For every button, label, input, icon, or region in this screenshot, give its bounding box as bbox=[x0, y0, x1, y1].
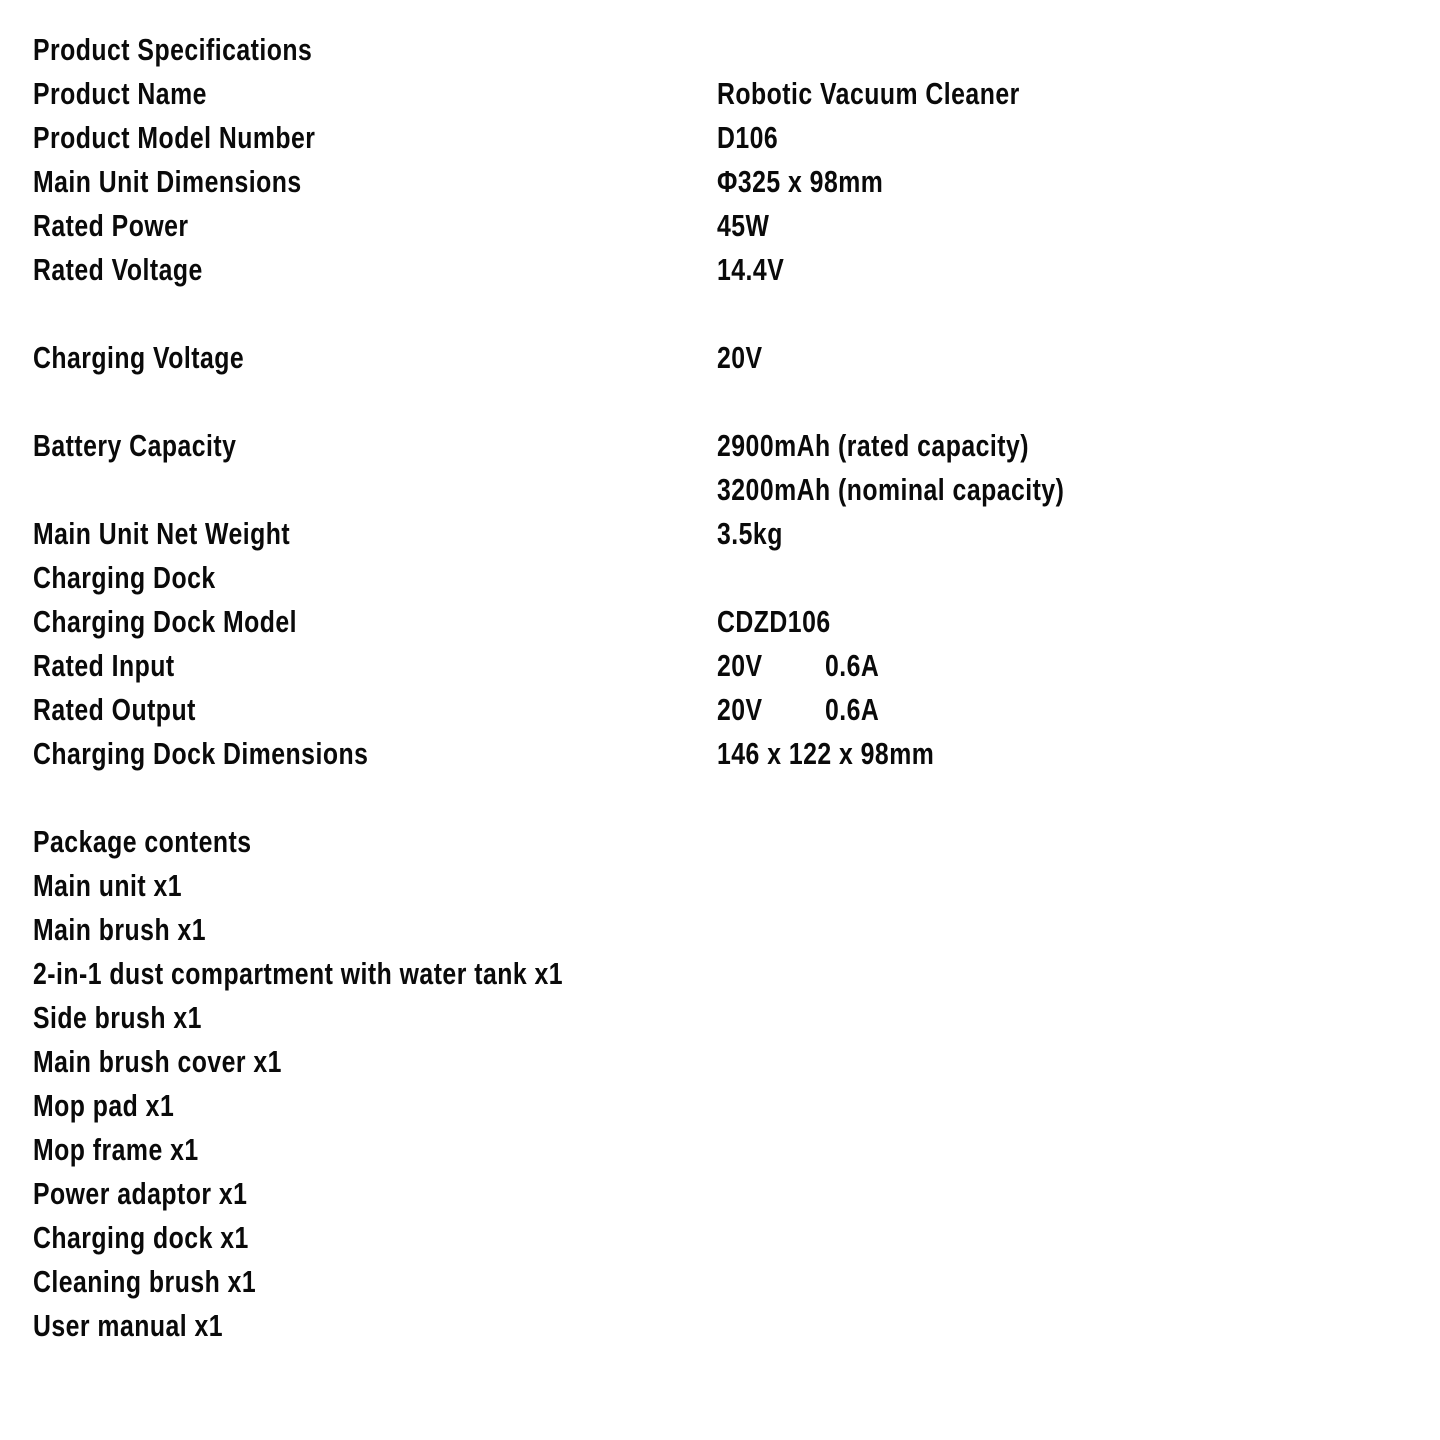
spec-row-rated-power bbox=[33, 204, 1413, 248]
spec-label: Product Name bbox=[33, 76, 207, 111]
package-item-text: Mop pad x1 bbox=[33, 1088, 175, 1123]
package-item-text: Mop frame x1 bbox=[33, 1132, 199, 1167]
package-item-text: Charging dock x1 bbox=[33, 1220, 249, 1255]
spec-value-current: 0.6A bbox=[825, 648, 880, 683]
dock-section-title-row bbox=[33, 556, 1413, 600]
document-title-row bbox=[33, 28, 1413, 72]
spec-value: 3200mAh (nominal capacity) bbox=[717, 472, 1065, 507]
package-item bbox=[33, 1260, 1413, 1304]
spec-label: Charging Voltage bbox=[33, 340, 245, 375]
spec-label: Battery Capacity bbox=[33, 428, 237, 463]
package-item bbox=[33, 952, 1413, 996]
spec-label: Rated Input bbox=[33, 648, 175, 683]
spec-value: 20V bbox=[717, 340, 763, 375]
package-item bbox=[33, 1084, 1413, 1128]
spec-value-current: 0.6A bbox=[825, 692, 880, 727]
spec-label: Rated Voltage bbox=[33, 252, 203, 287]
spec-label: Main Unit Net Weight bbox=[33, 516, 291, 551]
spec-row-main-unit-dimensions bbox=[33, 160, 1413, 204]
spec-row-product-name bbox=[33, 72, 1413, 116]
package-item bbox=[33, 864, 1413, 908]
package-item-text: Cleaning brush x1 bbox=[33, 1264, 257, 1299]
package-item bbox=[33, 996, 1413, 1040]
spec-value: 14.4V bbox=[717, 252, 785, 287]
spec-label: Rated Power bbox=[33, 208, 189, 243]
spec-label: Charging Dock Dimensions bbox=[33, 736, 369, 771]
package-item bbox=[33, 1040, 1413, 1084]
spec-row-battery-capacity bbox=[33, 424, 1413, 468]
spacer bbox=[33, 380, 1413, 424]
spec-value: Φ325 x 98mm bbox=[717, 164, 884, 199]
package-item-text: Main brush cover x1 bbox=[33, 1044, 282, 1079]
package-item bbox=[33, 1172, 1413, 1216]
spec-row-net-weight bbox=[33, 512, 1413, 556]
spec-value: D106 bbox=[717, 120, 779, 155]
spec-row-charging-voltage bbox=[33, 336, 1413, 380]
spec-row-battery-capacity-line2 bbox=[33, 468, 1413, 512]
spec-value: CDZD106 bbox=[717, 604, 831, 639]
package-item-text: Main unit x1 bbox=[33, 868, 183, 903]
package-item bbox=[33, 1128, 1413, 1172]
spec-row-model-number bbox=[33, 116, 1413, 160]
spec-label: Charging Dock Model bbox=[33, 604, 298, 639]
spec-label: Product Model Number bbox=[33, 120, 316, 155]
spec-row-dock-dimensions bbox=[33, 732, 1413, 776]
package-item-text: Power adaptor x1 bbox=[33, 1176, 248, 1211]
spec-value: 146 x 122 x 98mm bbox=[717, 736, 935, 771]
package-title-row bbox=[33, 820, 1413, 864]
spec-value: 3.5kg bbox=[717, 516, 783, 551]
spacer bbox=[33, 776, 1413, 820]
spec-document bbox=[33, 28, 1413, 1348]
spec-label: Rated Output bbox=[33, 692, 196, 727]
spec-value-voltage: 20V bbox=[717, 648, 763, 683]
spec-label: Main Unit Dimensions bbox=[33, 164, 302, 199]
section-heading: Charging Dock bbox=[33, 560, 216, 595]
spec-value-voltage: 20V bbox=[717, 692, 763, 727]
package-item-text: 2-in-1 dust compartment with water tank x1 bbox=[33, 956, 564, 991]
package-item-text: Side brush x1 bbox=[33, 1000, 202, 1035]
spec-value: 45W bbox=[717, 208, 770, 243]
package-item bbox=[33, 1304, 1413, 1348]
spacer bbox=[33, 292, 1413, 336]
spec-row-rated-voltage bbox=[33, 248, 1413, 292]
package-item bbox=[33, 1216, 1413, 1260]
spec-row-rated-output bbox=[33, 688, 1413, 732]
package-item-text: Main brush x1 bbox=[33, 912, 206, 947]
spec-row-rated-input bbox=[33, 644, 1413, 688]
spec-value: 2900mAh (rated capacity) bbox=[717, 428, 1030, 463]
package-item bbox=[33, 908, 1413, 952]
spec-row-dock-model bbox=[33, 600, 1413, 644]
spec-value: Robotic Vacuum Cleaner bbox=[717, 76, 1020, 111]
document-title: Product Specifications bbox=[33, 32, 313, 67]
section-heading: Package contents bbox=[33, 824, 252, 859]
package-item-text: User manual x1 bbox=[33, 1308, 224, 1343]
